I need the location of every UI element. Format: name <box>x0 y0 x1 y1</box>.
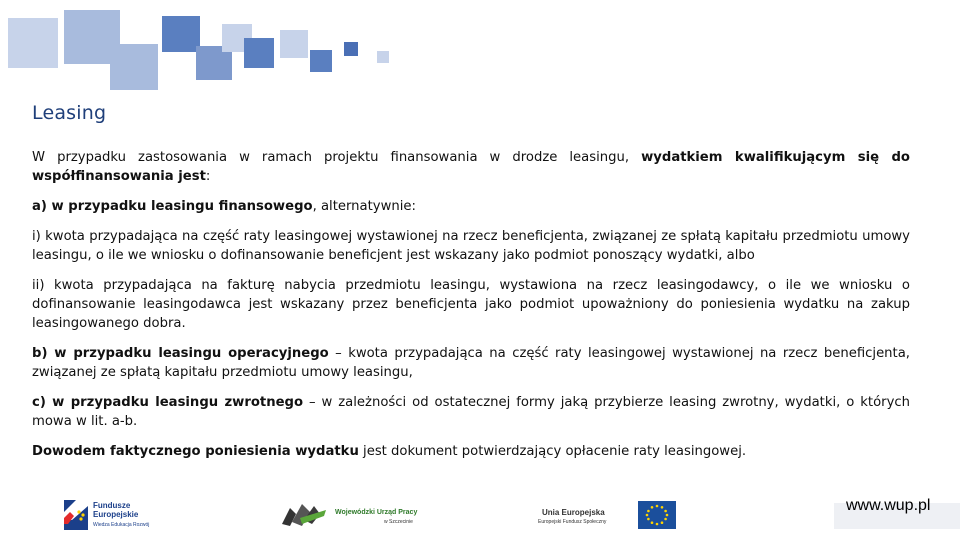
logo-text: Fundusze <box>93 501 131 510</box>
bold-text: a) w przypadku leasingu finansowego <box>32 199 313 214</box>
wup-mark-icon <box>280 500 332 528</box>
slide-title: Leasing <box>32 102 107 124</box>
eu-flag-icon <box>638 501 676 529</box>
logo-text: w Szczecinie <box>384 519 413 525</box>
bold-text: b) w przypadku leasingu operacyjnego <box>32 346 329 361</box>
bold-text: c) w przypadku leasingu zwrotnego <box>32 395 304 410</box>
paragraph-proof <box>32 442 910 461</box>
text: jest dokument potwierdzający opłacenie raty leasingowej. <box>358 444 747 459</box>
text: : <box>205 169 211 184</box>
paragraph-ii: ii) kwota przypadająca na fakturę nabycia przedmiotu leasingu, wystawiona na rzecz leasingodawcy, o ile we wniosku o dofinansowanie leasingodawca jest wskazany przez beneficjenta jako podmiot upoważniony do poniesienia wydatku na zakup leasingowanego dobra. <box>32 278 910 331</box>
logo-text: Europejski Fundusz Społeczny <box>538 519 607 525</box>
fundusze-europejskie-logo <box>64 498 176 534</box>
text: – w zależności od ostatecznej formy jaką przybierze leasing zwrotny, wydatki, o których mowa w lit. a-b. <box>32 395 910 429</box>
paragraph-c <box>32 393 910 431</box>
bold-text: Dowodem faktycznego poniesienia wydatku <box>32 444 359 459</box>
text: , alternatywnie: <box>312 199 416 214</box>
eu-logo <box>538 500 678 532</box>
text: – kwota przypadająca na część raty leasingowej wystawionej na rzecz beneficjenta, związanej ze spłatą kapitału przedmiotu umowy leasingu, <box>32 346 910 380</box>
slide-body <box>32 148 910 472</box>
paragraph-a <box>32 197 910 216</box>
website-url[interactable]: www.wup.pl <box>846 497 931 514</box>
logo-text: Europejskie <box>93 510 139 519</box>
text: W przypadku zastosowania w ramach projektu finansowania w drodze leasingu, <box>32 150 642 165</box>
paragraph-i: i) kwota przypadająca na część raty leasingowej wystawionej na rzecz beneficjenta, związanej ze spłatą kapitału przedmiotu umowy leasingu, o ile we wniosku o dofinansowanie beneficjent jest wskazany jako podmiot ponoszący wydatki, albo <box>32 229 910 263</box>
wup-logo <box>280 500 430 532</box>
paragraph-intro <box>32 148 910 186</box>
logo-text: Wojewódzki Urząd Pracy <box>335 509 418 516</box>
paragraph-b <box>32 344 910 382</box>
bold-text: wydatkiem kwalifikującym się do współfinansowania jest <box>32 150 910 184</box>
footer <box>0 494 960 540</box>
fe-mark-icon <box>64 498 90 532</box>
logo-text: Wiedza Edukacja Rozwój <box>93 522 150 528</box>
logo-text: Unia Europejska <box>542 508 605 517</box>
